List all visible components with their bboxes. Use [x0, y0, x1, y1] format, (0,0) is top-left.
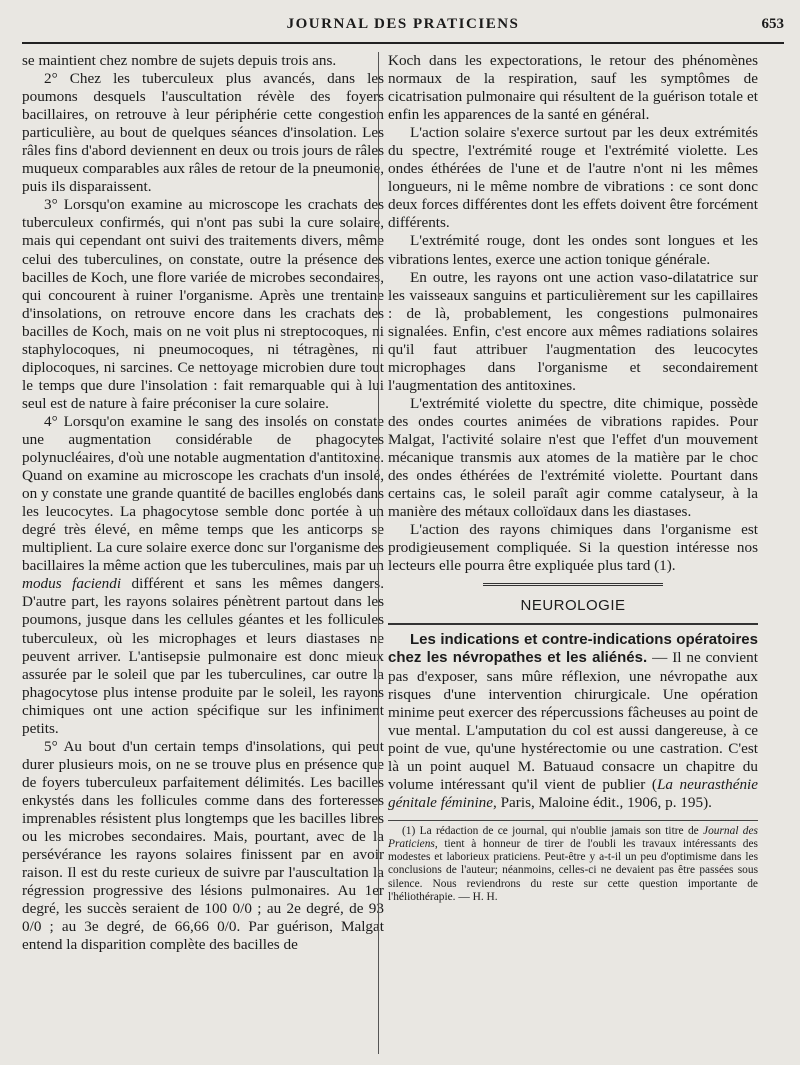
italic-term: La neurasthénie génitale féminine	[388, 775, 758, 811]
left-column	[22, 52, 384, 954]
paragraph: En outre, les rayons ont une action vaso-dilatatrice sur les vaisseaux sanguins et particulièrement sur les capillaires : de là, probablement, les congestions pulmonaires signalées. Enfin, c'est encore aux mêmes radiations solaires qu'il faut attribuer l'augmentation des leucocytes microphages dans l'organisme et secondairement l'augmentation des antitoxines.	[388, 268, 758, 394]
page-number: 653	[761, 16, 784, 32]
paragraph: L'action des rayons chimiques dans l'organisme est prodigieusement compliquée. Si la question intéresse nos lecteurs elle pourra être expliquée plus tard (1).	[388, 521, 758, 575]
paragraph: se maintient chez nombre de sujets depuis trois ans.	[22, 52, 337, 69]
text-run: 4° Lorsqu'on examine le sang des insolés on constate une augmentation considérable de phagocytes polynucléaires, d'où une notable augmentation d'antitoxine. Quand on examine au microscope les crachats d'un insolé, on y constate une grande quantité de bacilles englobés dans les leucocytes. La phagocytose semble donc portée à un degré très élevé, en même temps que les anticorps se multiplient. La cure solaire exerce donc sur l'organisme des bacillaires la même action que les tuberculines, mais par un	[22, 412, 384, 575]
italic-term: modus faciendi	[22, 575, 122, 593]
footnote	[388, 825, 758, 904]
paragraph: L'action solaire s'exerce surtout par les deux extrémités du spectre, l'extrémité rouge et l'extrémité violette. Les ondes éthérées de l'une et de l'autre n'ont ni les mêmes longueurs, ni le même nombre de vibrations : ce sont donc deux forces différentes dont les effets doivent être forcément différents.	[388, 124, 758, 232]
paragraph: 3° Lorsqu'on examine au microscope les crachats des tuberculeux confirmés, qui n'ont pas subi la cure solaire, mais qui cependant ont suivi des traitements divers, même celui des tuberculines, on constate, outre la présence des bacilles de Koch, une flore variée de microbes secondaires, qui concourent à ruiner l'organisme. Après une trentaine d'insolations, on retrouve encore dans les crachats des bacilles de Koch, mais on ne voit plus ni streptocoques, ni staphylocoques, ni pneumocoques, ni tétragènes, ni diplocoques, ni sarcines. Ce nettoyage microbien dure tout le temps que dure l'insolation : fait remarquable qui à lui seul est de nature à faire préconiser la cure solaire.	[22, 196, 384, 412]
column-divider	[378, 52, 379, 1054]
paragraph: Koch dans les expectorations, le retour des phénomènes normaux de la respiration, sauf les symptômes de cicatrisation pulmonaire qui résultent de la guérison totale et enfin les apparences de la santé en général.	[388, 52, 758, 124]
paragraph	[22, 413, 384, 738]
paragraph: 5° Au bout d'un certain temps d'insolations, qui peut durer plusieurs mois, on ne se trouve plus en présence que de foyers tuberculeux parfaitement délimités. Les bacilles enkystés dans les follicules comme dans des forteresses imprenables résistent plus longtemps que les bacilles libres ou les microbes secondaires. Mais, pourtant, avec de la persévérance les rayons solaires finissent par en avoir raison. Il est du reste curieux de suivre par l'auscultation la régression progressive des lésions pulmonaires. Au 1er degré, les succès seraient de 100 0/0 ; au 2e degré, de 93 0/0 ; au 3e degré, de 66,66 0/0. Par guérison, Malgat entend la disparition complète des bacilles de	[22, 737, 384, 954]
page-header	[22, 16, 784, 40]
text-run: , tient à honneur de tirer de l'oubli les travaux intéressants des modestes et laborieux praticiens. Peut-être y a-t-il un peu d'optimisme dans les conclusions de l'auteur; néanmoins, celles-ci ne devaient pas être passées sous silence. Nous reviendrons du reste sur cette question importante de l'héliothérapie. — H. H.	[388, 838, 758, 903]
text-run: (1) La rédaction de ce journal, qui n'oublie jamais son titre de	[402, 824, 699, 837]
running-title: JOURNAL DES PRATICIENS	[286, 16, 520, 32]
text-run: , Paris, Maloine édit., 1906, p. 195).	[493, 793, 712, 811]
paragraph: L'extrémité violette du spectre, dite chimique, possède des ondes courtes animées de vibrations rapides. Pour Malgat, l'activité solaire n'est que l'effet d'un mouvement mécanique transmis aux atomes de la matière par le choc des ondes éthérées de l'extrémité violette. Pourtant dans certains cas, le soleil paraît agir comme catalyseur, à la manière des métaux colloïdaux dans les diastases.	[388, 394, 758, 521]
section-rule	[483, 583, 663, 587]
right-column	[388, 52, 758, 904]
paragraph: L'extrémité rouge, dont les ondes sont longues et les vibrations lentes, exerce une action tonique générale.	[388, 232, 758, 268]
section-title-rule	[388, 623, 758, 625]
article-paragraph	[388, 631, 758, 811]
text-run: différent et sans les mêmes dangers. D'autre part, les rayons solaires pénètrent partout dans les poumons, jusque dans les cellules géantes et les follicules tuberculeux, où les microphages et leurs diastases ne peuvent arriver. L'antisepsie pulmonaire est donc mieux assurée par le soleil que par les tuberculines, car outre la phagocytose plus intense produite par le soleil, les rayons chimiques ont une action spécifique sur les infiniment petits.	[22, 575, 384, 737]
article-title: Les indications et contre-indications opératoires chez les névropathes et les aliénés.	[388, 631, 758, 667]
header-rule	[22, 42, 784, 44]
footnote-rule	[388, 820, 758, 821]
text-run: — Il ne convient pas d'exposer, sans mûre réflexion, une névropathe aux risques d'une intervention chirurgicale. Une opération minime peut exercer des répercussions fâcheuses au point de vue mental. L'amputation du col est aussi dangereuse, à ce point de vue, qu'une hystérectomie ou une castration. C'est là un point auquel M. Batuaud consacre un chapitre du volume intéressant qu'il vient de publier (	[388, 649, 758, 793]
footnote-text	[388, 825, 758, 904]
italic-term: Journal des Praticiens	[388, 824, 758, 851]
section-title: NEUROLOGIE	[520, 597, 626, 615]
paragraph: 2° Chez les tuberculeux plus avancés, dans les poumons desquels l'auscultation révèle des foyers bacillaires, on retrouve à leur périphérie cette congestion particulière, au bout de quelques séances d'insolation. Les râles fins d'abord deviennent en deux ou trois jours de râles muqueux comparables aux râles de retour de la pneumonie, puis ils disparaissent.	[22, 70, 384, 196]
